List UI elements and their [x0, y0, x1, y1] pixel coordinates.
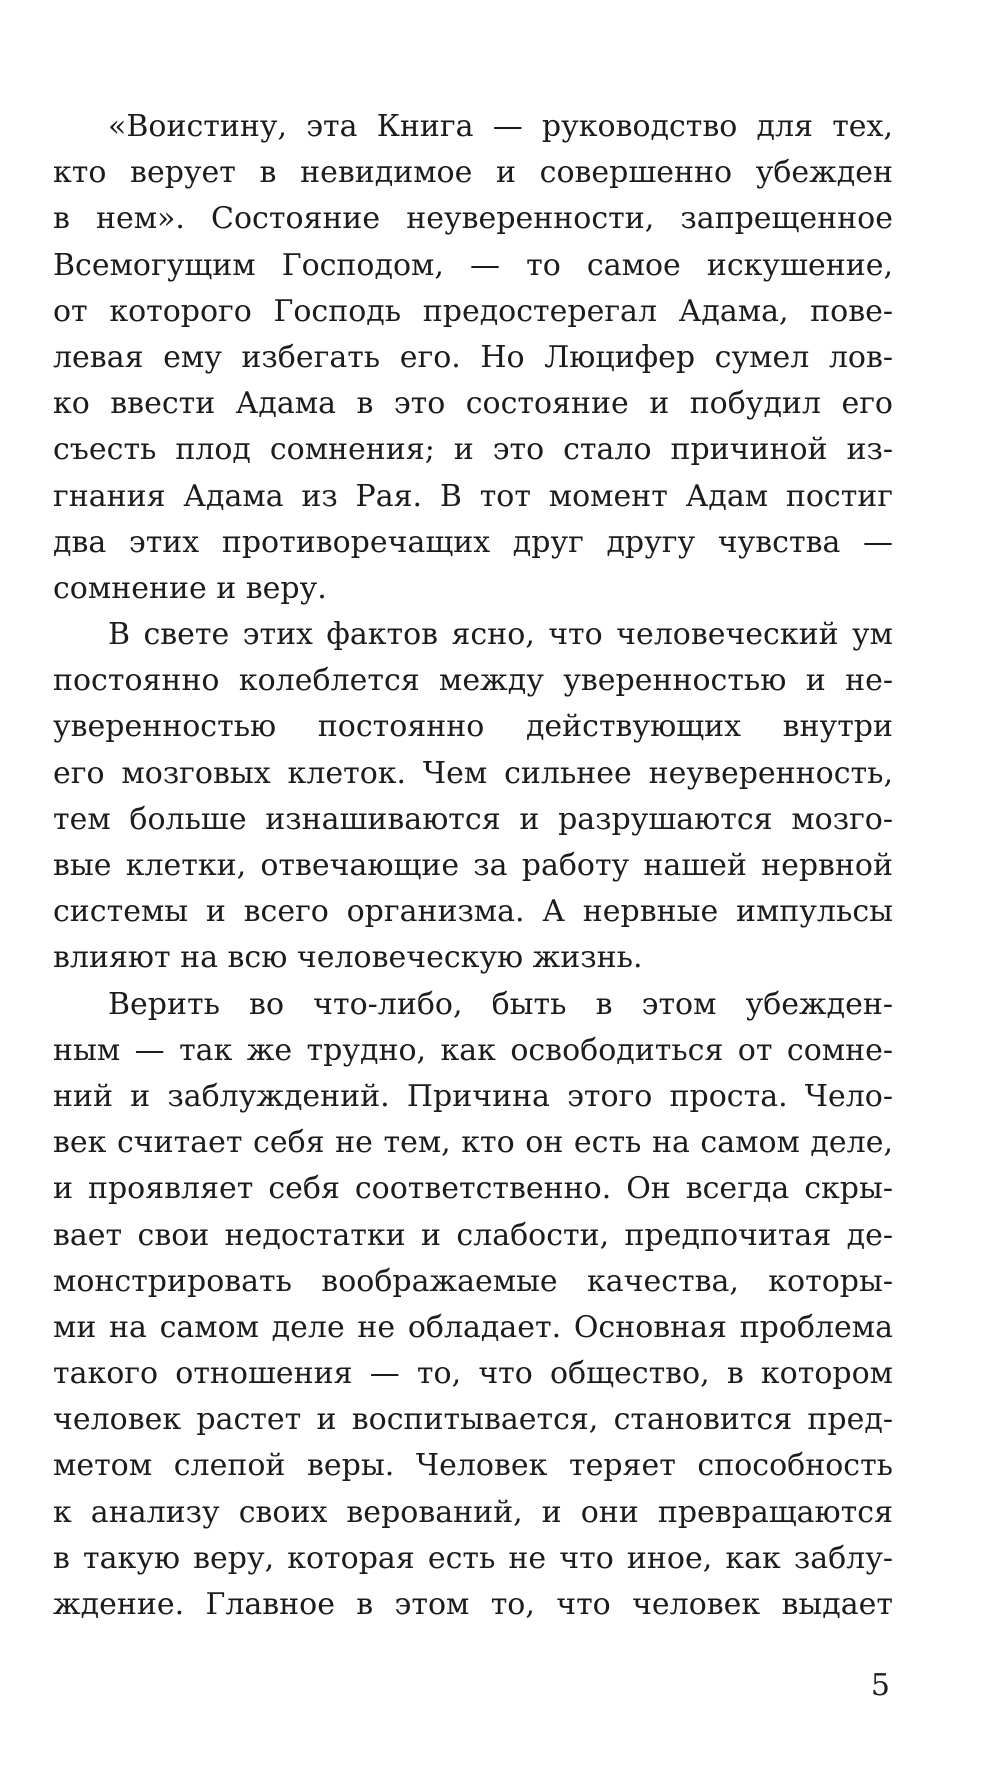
text-line: Всемогущим Господом, — то самое искушение, — [53, 247, 893, 283]
text-line: В свете этих фактов ясно, что человеческий ум — [108, 617, 893, 653]
text-line: гнания Адама из Рая. В тот момент Адам постиг — [53, 478, 893, 514]
paragraph-1 — [53, 104, 893, 612]
text-line: ным — так же трудно, как освободиться от сомне- — [53, 1032, 893, 1068]
text-line: к анализу своих верований, и они превращаются — [53, 1494, 893, 1530]
text-line: «Воистину, эта Книга — руководство для тех, — [108, 109, 893, 144]
text-line: век считает себя не тем, кто он есть на самом деле, — [53, 1125, 893, 1161]
text-line: влияют на всю человеческую жизнь. — [53, 940, 643, 976]
text-line: человек растет и воспитывается, становится пред- — [53, 1402, 893, 1438]
text-line: ждение. Главное в этом то, что человек выдает — [53, 1587, 893, 1622]
body-text — [53, 104, 893, 1628]
text-line: левая ему избегать его. Но Люцифер сумел лов- — [53, 339, 893, 375]
text-line: уверенностью постоянно действующих внутри — [53, 709, 893, 745]
text-line: ний и заблуждений. Причина этого проста. Чело- — [53, 1078, 893, 1114]
text-line: в такую веру, которая есть не что иное, как заблу- — [53, 1540, 893, 1576]
text-line: два этих противоречащих друг другу чувства — — [53, 524, 893, 560]
text-line: в нем». Состояние неуверенности, запрещенное — [53, 201, 893, 237]
text-line: ко ввести Адама в это состояние и побудил его — [53, 386, 893, 422]
text-line: сомнение и веру. — [53, 570, 327, 606]
text-line: монстрировать воображаемые качества, которы- — [53, 1263, 893, 1299]
text-line: вые клетки, отвечающие за работу нашей нервной — [53, 848, 893, 883]
text-line: от которого Господь предостерегал Адама, пове- — [53, 293, 893, 329]
text-line: кто верует в невидимое и совершенно убежден — [53, 155, 893, 191]
text-line: такого отношения — то, что общество, в котором — [53, 1356, 893, 1392]
text-line: съесть плод сомнения; и это стало причиной из- — [53, 432, 893, 468]
text-line: метом слепой веры. Человек теряет способность — [53, 1448, 893, 1484]
text-line: постоянно колеблется между уверенностью и не- — [53, 663, 893, 699]
paragraph-3 — [53, 982, 893, 1629]
page-number: 5 — [870, 1668, 890, 1703]
text-line: вает свои недостатки и слабости, предпочитая де- — [53, 1217, 893, 1253]
text-line: его мозговых клеток. Чем сильнее неуверенность, — [53, 755, 893, 791]
text-line: ми на самом деле не обладает. Основная проблема — [53, 1309, 893, 1345]
text-line: системы и всего организма. А нервные импульсы — [53, 894, 893, 930]
text-line: и проявляет себя соответственно. Он всегда скры- — [53, 1171, 893, 1207]
text-line: Верить во что-либо, быть в этом убежден- — [108, 986, 893, 1022]
text-line: тем больше изнашиваются и разрушаются мозго- — [53, 801, 893, 837]
paragraph-2 — [53, 612, 893, 982]
